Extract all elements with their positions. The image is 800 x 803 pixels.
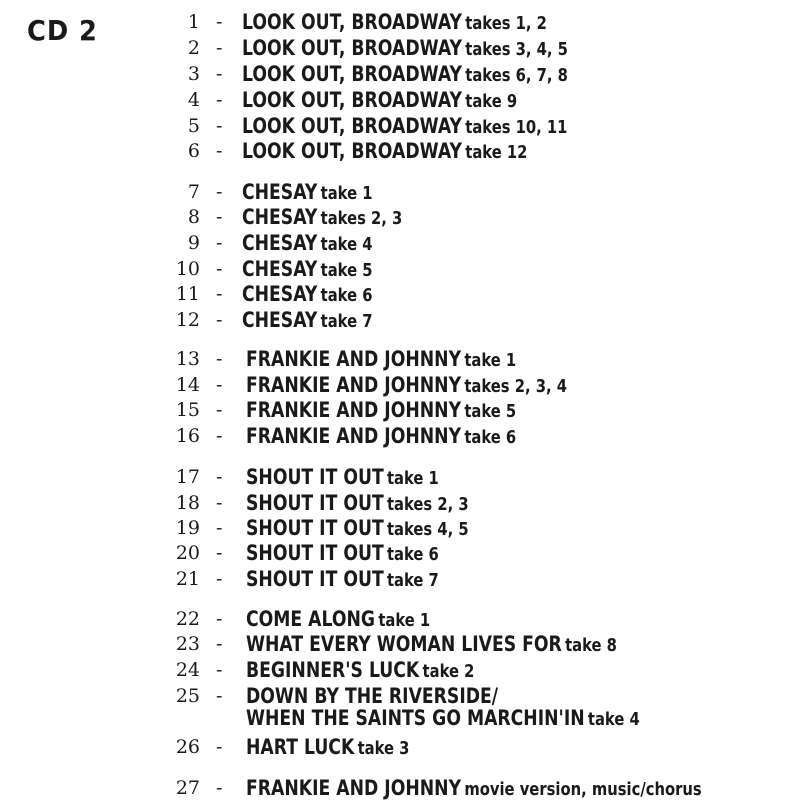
track-take-detail: take 7 — [320, 311, 373, 332]
track-title: HART LUCK — [246, 735, 355, 759]
track-take-detail: take 7 — [386, 570, 439, 591]
track-row — [0, 62, 800, 87]
track-title: LOOK OUT, BROADWAY — [242, 62, 462, 86]
track-row — [0, 257, 800, 282]
track-number: 20 — [175, 542, 200, 564]
track-number: 4 — [187, 89, 200, 111]
track-separator: - — [216, 685, 223, 707]
track-separator: - — [216, 140, 223, 162]
track-title: CHESAY — [242, 205, 318, 229]
track-title: CHESAY — [242, 231, 318, 255]
track-text — [242, 139, 527, 166]
track-row — [0, 398, 800, 423]
track-title: BEGINNER'S LUCK — [246, 658, 420, 682]
track-row — [0, 776, 800, 801]
track-text — [246, 607, 430, 634]
track-text — [246, 567, 439, 594]
track-number: 25 — [175, 685, 200, 707]
track-number: 3 — [187, 63, 200, 85]
track-separator: - — [216, 115, 223, 137]
track-text — [242, 282, 373, 309]
track-separator: - — [216, 11, 223, 33]
track-text — [246, 658, 474, 685]
track-title: LOOK OUT, BROADWAY — [242, 88, 462, 112]
track-number: 10 — [175, 258, 200, 280]
track-text — [242, 36, 568, 63]
track-title: COME ALONG — [246, 607, 376, 631]
track-row — [0, 632, 800, 657]
track-take-detail: take 4 — [587, 709, 640, 730]
track-text — [246, 541, 439, 568]
track-take-detail: movie version, music/chorus — [464, 779, 702, 800]
track-number: 24 — [175, 659, 200, 681]
track-row — [0, 308, 800, 333]
track-title: FRANKIE AND JOHNNY — [246, 398, 462, 422]
track-separator: - — [216, 568, 223, 590]
track-take-detail: take 9 — [465, 91, 518, 112]
track-number: 15 — [175, 399, 200, 421]
track-separator: - — [216, 736, 223, 758]
disc-label: CD 2 — [27, 14, 98, 47]
track-number: 12 — [175, 309, 200, 331]
track-text — [242, 205, 402, 232]
track-title: CHESAY — [242, 308, 318, 332]
track-take-detail: take 8 — [565, 635, 617, 656]
track-text — [246, 491, 469, 518]
track-take-detail: take 3 — [357, 738, 410, 759]
track-row — [0, 658, 800, 683]
track-number: 1 — [187, 11, 200, 33]
track-text — [242, 62, 568, 89]
track-text — [246, 735, 409, 762]
track-separator: - — [216, 206, 223, 228]
track-take-detail: take 2 — [422, 661, 475, 682]
track-take-detail: take 1 — [464, 350, 517, 371]
track-take-detail: take 1 — [320, 183, 373, 204]
track-separator: - — [216, 542, 223, 564]
track-separator: - — [216, 659, 223, 681]
track-number: 22 — [175, 608, 200, 630]
track-title: CHESAY — [242, 180, 318, 204]
track-take-detail: take 5 — [320, 260, 373, 281]
track-title: LOOK OUT, BROADWAY — [242, 114, 462, 138]
track-number: 8 — [187, 206, 200, 228]
track-take-detail: take 6 — [320, 285, 373, 306]
track-number: 16 — [175, 425, 200, 447]
track-take-detail: takes 1, 2 — [465, 13, 547, 34]
track-separator: - — [216, 63, 223, 85]
track-text — [242, 88, 517, 115]
track-text — [242, 257, 373, 284]
track-take-detail: takes 10, 11 — [465, 117, 568, 138]
track-number: 2 — [187, 37, 200, 59]
track-text — [246, 347, 516, 374]
track-number: 13 — [175, 348, 200, 370]
track-row — [0, 735, 800, 760]
track-separator: - — [216, 492, 223, 514]
track-row — [0, 465, 800, 490]
track-take-detail: take 12 — [465, 142, 528, 163]
track-row — [0, 180, 800, 205]
track-take-detail: takes 3, 4, 5 — [465, 39, 568, 60]
track-separator: - — [216, 466, 223, 488]
track-row — [0, 541, 800, 566]
track-take-detail: take 6 — [386, 544, 439, 565]
track-row — [0, 10, 800, 35]
track-text — [242, 180, 373, 207]
track-title: CHESAY — [242, 257, 318, 281]
track-title: CHESAY — [242, 282, 318, 306]
track-separator: - — [216, 608, 223, 630]
track-take-detail: take 5 — [464, 401, 517, 422]
track-title: SHOUT IT OUT — [246, 516, 384, 540]
track-row — [0, 424, 800, 449]
track-separator: - — [216, 374, 223, 396]
track-take-detail: take 6 — [464, 427, 517, 448]
track-title: FRANKIE AND JOHNNY — [246, 347, 462, 371]
track-row — [0, 36, 800, 61]
track-take-detail: take 1 — [378, 610, 431, 631]
track-number: 27 — [175, 777, 200, 799]
track-title: WHAT EVERY WOMAN LIVES FOR — [246, 632, 562, 656]
track-text — [246, 632, 617, 659]
track-text — [246, 373, 567, 400]
track-text — [242, 231, 373, 258]
track-text — [242, 114, 567, 141]
track-title: WHEN THE SAINTS GO MARCHIN'IN — [246, 706, 585, 730]
track-title: LOOK OUT, BROADWAY — [242, 10, 462, 34]
track-row — [0, 282, 800, 307]
track-number: 11 — [175, 283, 200, 305]
track-row — [0, 491, 800, 516]
track-row — [0, 706, 800, 731]
track-title: FRANKIE AND JOHNNY — [246, 424, 462, 448]
track-number: 14 — [175, 374, 200, 396]
track-title: SHOUT IT OUT — [246, 541, 384, 565]
track-text — [246, 706, 640, 733]
track-row — [0, 567, 800, 592]
track-row — [0, 516, 800, 541]
track-take-detail: take 1 — [386, 468, 439, 489]
track-take-detail: takes 2, 3 — [320, 208, 403, 229]
track-separator: - — [216, 517, 223, 539]
track-number: 26 — [175, 736, 200, 758]
track-number: 18 — [175, 492, 200, 514]
track-separator: - — [216, 777, 223, 799]
track-number: 21 — [175, 568, 200, 590]
track-take-detail: takes 2, 3 — [386, 494, 469, 515]
track-row — [0, 205, 800, 230]
track-text — [246, 465, 439, 492]
track-separator: - — [216, 348, 223, 370]
track-number: 5 — [187, 115, 200, 137]
track-separator: - — [216, 425, 223, 447]
track-row — [0, 114, 800, 139]
track-text — [246, 776, 702, 803]
track-title: DOWN BY THE RIVERSIDE/ — [246, 684, 499, 708]
track-row — [0, 607, 800, 632]
track-text — [242, 10, 547, 37]
track-number: 19 — [175, 517, 200, 539]
track-row — [0, 231, 800, 256]
track-number: 7 — [187, 181, 200, 203]
track-title: SHOUT IT OUT — [246, 567, 384, 591]
track-separator: - — [216, 181, 223, 203]
track-separator: - — [216, 633, 223, 655]
track-title: LOOK OUT, BROADWAY — [242, 36, 462, 60]
track-row — [0, 88, 800, 113]
track-number: 6 — [187, 140, 200, 162]
track-take-detail: takes 6, 7, 8 — [465, 65, 568, 86]
track-number: 9 — [187, 232, 200, 254]
track-number: 23 — [175, 633, 200, 655]
track-number: 17 — [175, 466, 200, 488]
track-row — [0, 139, 800, 164]
track-separator: - — [216, 232, 223, 254]
track-text — [242, 308, 373, 335]
track-title: SHOUT IT OUT — [246, 465, 384, 489]
track-title: SHOUT IT OUT — [246, 491, 384, 515]
track-take-detail: takes 4, 5 — [386, 519, 469, 540]
track-separator: - — [216, 309, 223, 331]
track-separator: - — [216, 283, 223, 305]
track-title: FRANKIE AND JOHNNY — [246, 776, 462, 800]
track-separator: - — [216, 37, 223, 59]
track-row — [0, 373, 800, 398]
track-row — [0, 347, 800, 372]
track-title: LOOK OUT, BROADWAY — [242, 139, 462, 163]
track-take-detail: take 4 — [320, 234, 373, 255]
track-text — [246, 516, 469, 543]
track-separator: - — [216, 258, 223, 280]
track-separator: - — [216, 89, 223, 111]
track-title: FRANKIE AND JOHNNY — [246, 373, 462, 397]
track-text — [246, 398, 516, 425]
track-separator: - — [216, 399, 223, 421]
track-take-detail: takes 2, 3, 4 — [464, 376, 568, 397]
track-text — [246, 424, 516, 451]
